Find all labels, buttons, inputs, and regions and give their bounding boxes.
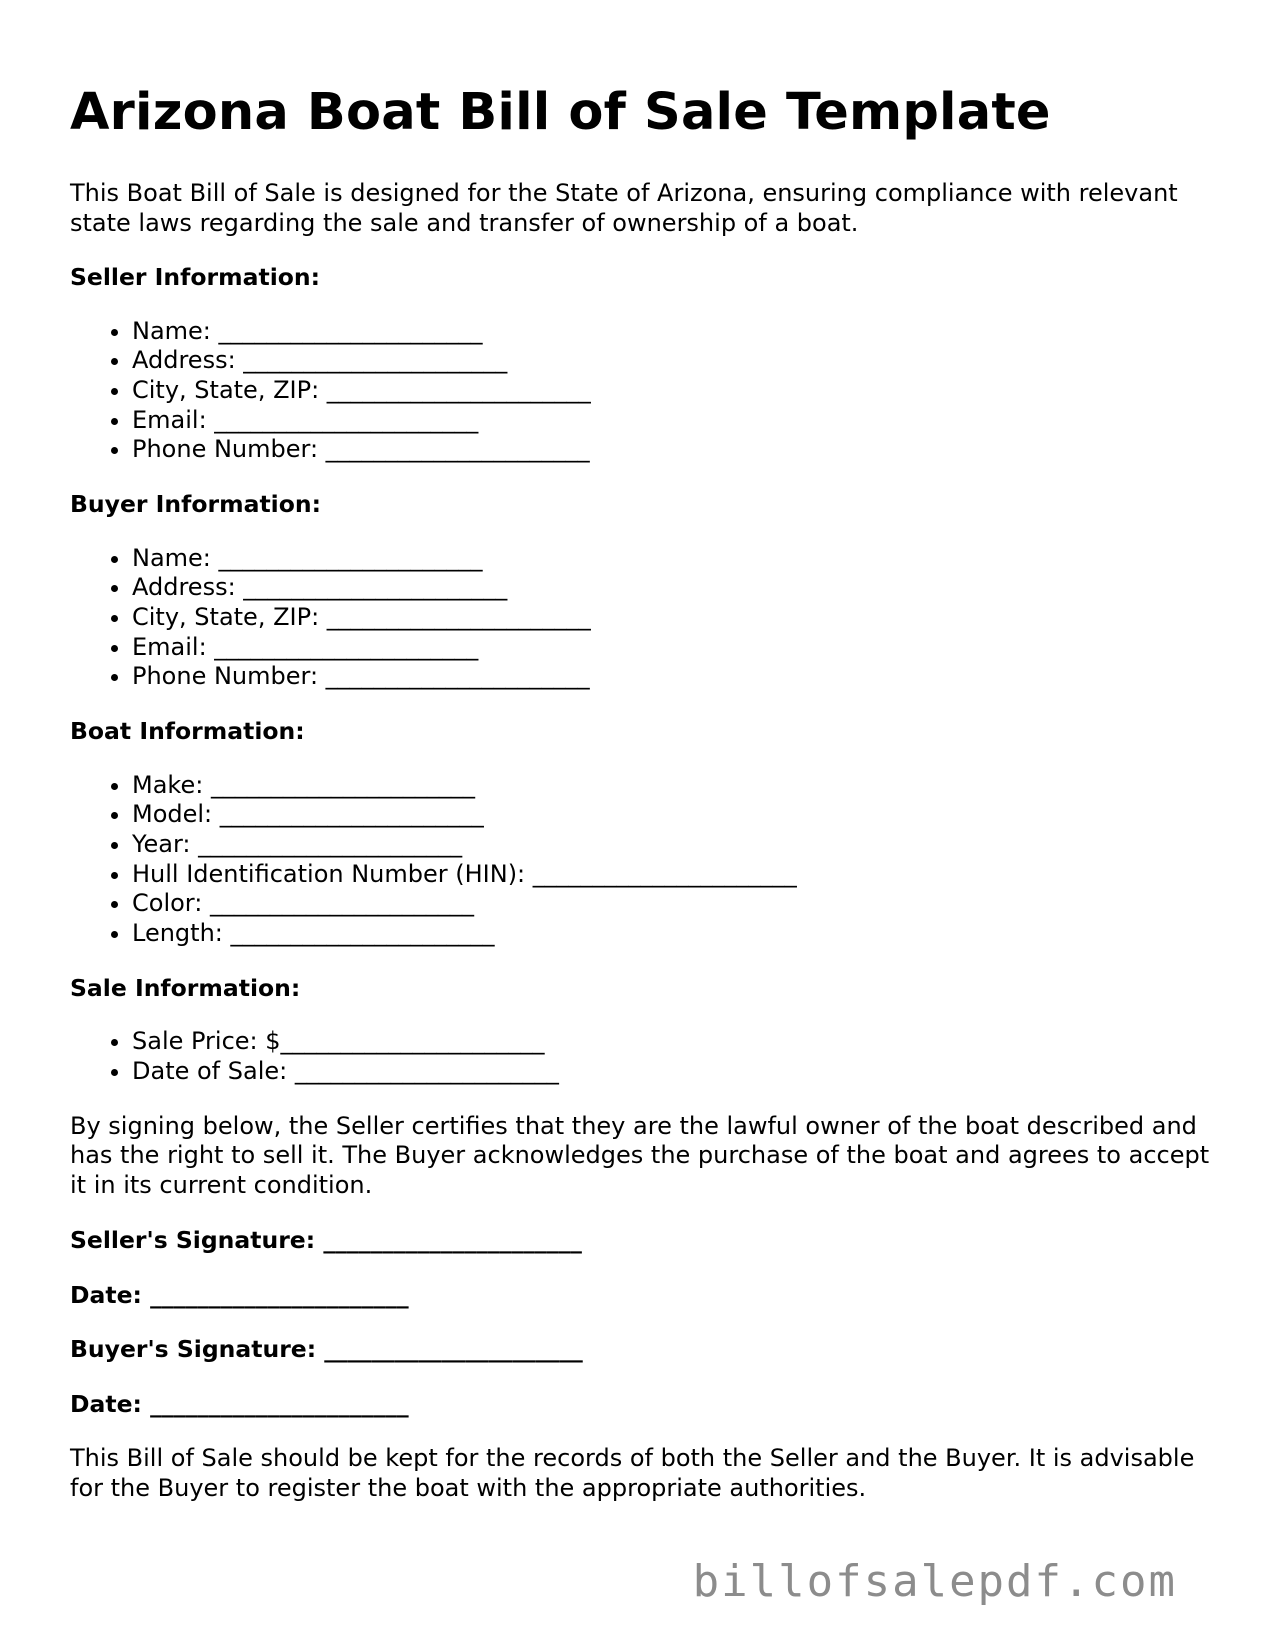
signature-block [70,1226,1210,1419]
boat-length-field: • Length: ______________________ [132,919,1210,949]
boat-hin-field: • Hull Identification Number (HIN): ______________________ [132,860,1210,890]
boat-model-field: • Model: ______________________ [132,800,1210,830]
buyer-phone-field: • Phone Number: ______________________ [132,662,1210,692]
sale-section-heading: Sale Information: [70,973,301,1002]
boat-color-field: • Color: ______________________ [132,889,1210,919]
buyer-fields-list [70,544,1210,693]
sale-date-field: • Date of Sale: ______________________ [132,1057,1210,1087]
seller-section-heading: Seller Information: [70,263,321,291]
site-watermark: billofsalepdf.com [692,1556,1177,1607]
seller-address-field: • Address: ______________________ [132,346,1210,376]
buyer-city-state-zip-field: • City, State, ZIP: ______________________ [132,603,1210,633]
sale-fields-list [70,1027,1210,1086]
seller-fields-list [70,317,1210,466]
seller-signature-line: Seller's Signature: ______________________ [70,1226,582,1255]
seller-name-field: • Name: ______________________ [132,317,1210,347]
seller-city-state-zip-field: • City, State, ZIP: ______________________ [132,376,1210,406]
sale-price-field: • Sale Price: $______________________ [132,1027,1210,1057]
seller-phone-field: • Phone Number: ______________________ [132,435,1210,465]
boat-fields-list [70,771,1210,949]
boat-year-field: • Year: ______________________ [132,830,1210,860]
certification-paragraph: By signing below, the Seller certifies that they are the lawful owner of the boat described and has the right to sell it. The Buyer acknowledges the purchase of the boat and agrees to accept it in its current condition. [70,1111,1210,1199]
closing-paragraph: This Bill of Sale should be kept for the records of both the Seller and the Buyer. It is advisable for the Buyer to register the boat with the appropriate authorities. [70,1444,1195,1502]
seller-date-line: Date: ______________________ [70,1280,409,1309]
buyer-email-field: • Email: ______________________ [132,633,1210,663]
buyer-signature-line: Buyer's Signature: ______________________ [70,1335,583,1364]
buyer-section-heading: Buyer Information: [70,490,322,519]
buyer-address-field: • Address: ______________________ [132,573,1210,603]
buyer-name-field: • Name: ______________________ [132,544,1210,574]
seller-email-field: • Email: ______________________ [132,406,1210,436]
boat-make-field: • Make: ______________________ [132,771,1210,801]
buyer-date-line: Date: ______________________ [70,1389,409,1418]
document-title: Arizona Boat Bill of Sale Template [70,83,1051,142]
document-page [70,82,1210,1503]
intro-paragraph: This Boat Bill of Sale is designed for the State of Arizona, ensuring compliance with relevant state laws regarding the sale and transfer of ownership of a boat. [70,179,1178,237]
boat-section-heading: Boat Information: [70,717,305,746]
